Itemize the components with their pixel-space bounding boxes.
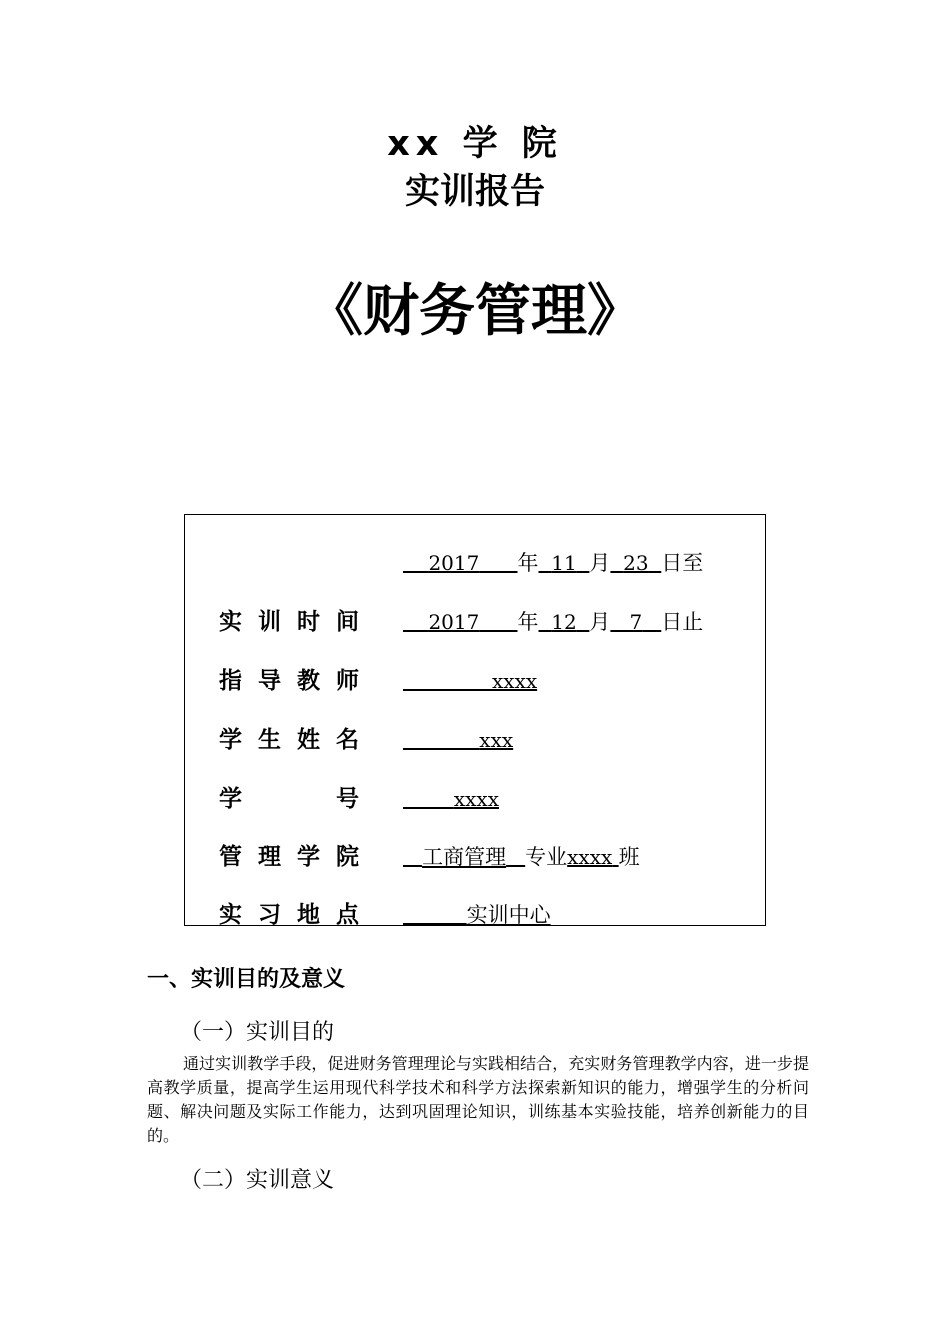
student-id-row — [185, 781, 765, 817]
location-label: 实 习 地 点 — [219, 902, 359, 928]
major-value: 工商管理 专业xxxx 班 — [422, 845, 640, 869]
section-title: 一、实训目的及意义 — [147, 967, 346, 992]
time-start-value: 2017 年 11 月 23 日至 — [428, 551, 704, 575]
subsection-title-purpose: （一）实训目的 — [180, 1020, 335, 1045]
subsection-title-significance: （二）实训意义 — [180, 1168, 335, 1193]
location-row — [185, 897, 765, 933]
teacher-row — [185, 663, 765, 699]
time-start-row — [185, 545, 765, 581]
college-label: 管 理 学 院 — [219, 844, 359, 870]
time-label: 实 训 时 间 — [219, 609, 359, 635]
student-label: 学 生 姓 名 — [219, 727, 359, 753]
teacher-label: 指 导 教 师 — [219, 668, 359, 694]
time-row — [185, 604, 765, 640]
report-type: 实训报告 — [404, 172, 545, 212]
info-table — [184, 514, 766, 926]
location-value: 实训中心 — [466, 903, 551, 927]
student-row — [185, 722, 765, 758]
purpose-paragraph: 通过实训教学手段，促进财务管理理论与实践相结合，充实财务管理教学内容，进一步提高教学质量，提高学生运用现代科学技术和科学方法探索新知识的能力，增强学生的分析问题、解决问题及实际工作能力，达到巩固理论知识，训练基本实验技能，培养创新能力的目的。 — [147, 1054, 809, 1145]
course-title: 《财务管理》 — [307, 279, 643, 344]
college-name: xx 学 院 — [387, 124, 563, 164]
student-id-value: xxxx — [453, 787, 499, 811]
time-end-value: 2017 年 12 月 7 日止 — [428, 610, 704, 634]
student-id-label: 学 号 — [219, 786, 359, 812]
teacher-value: xxxx — [492, 669, 538, 693]
student-value: xxx — [479, 728, 514, 752]
college-row — [185, 839, 765, 875]
